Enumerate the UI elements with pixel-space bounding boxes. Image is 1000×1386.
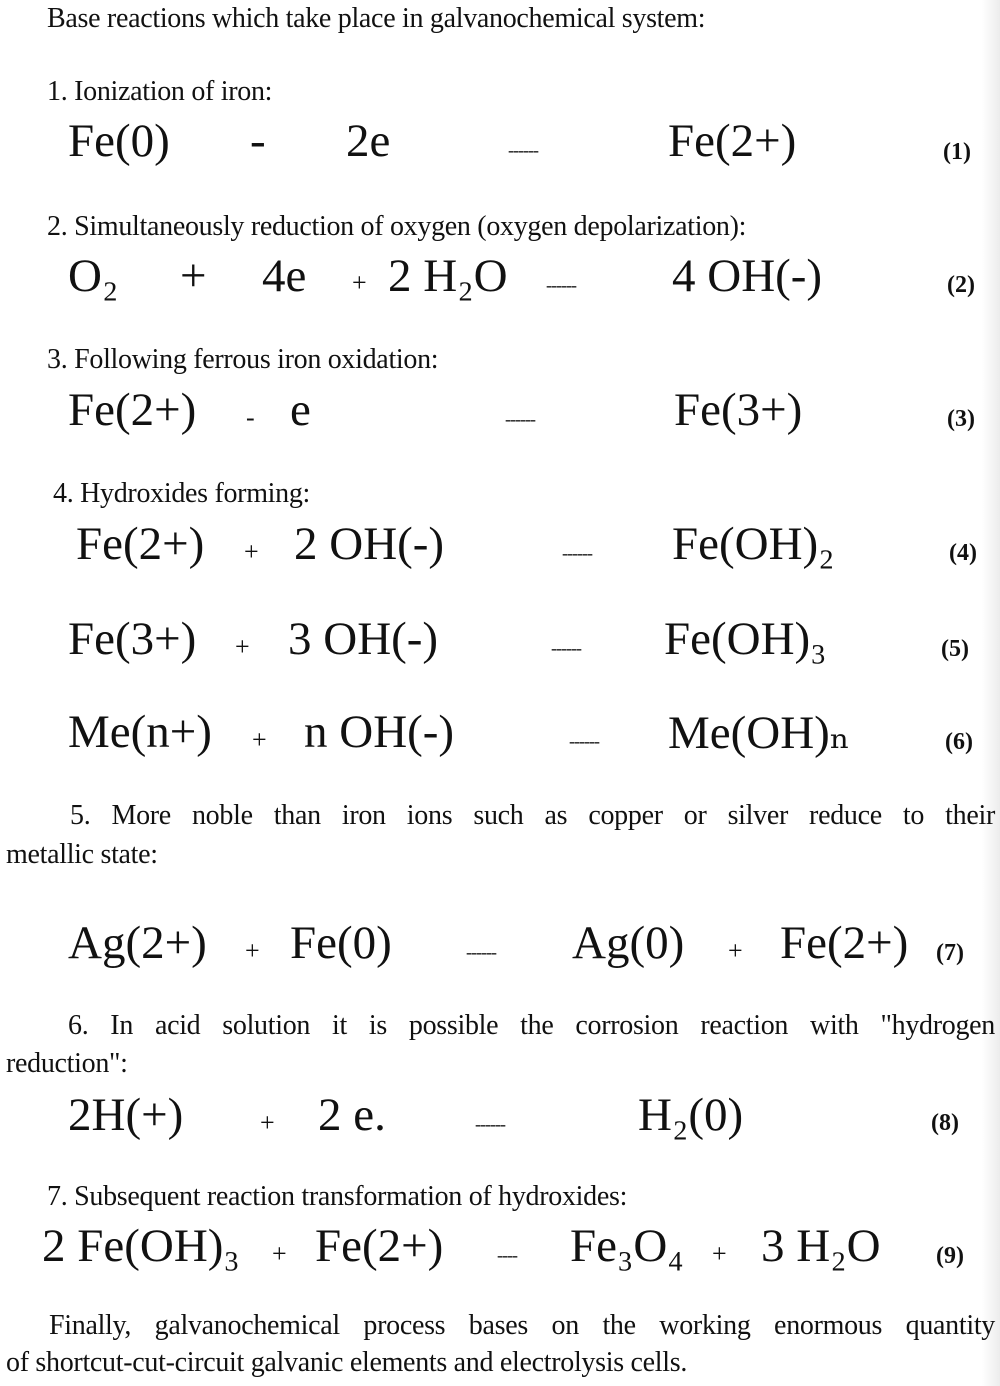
eq5-arrow: ------ — [551, 638, 581, 658]
eq2-lhs3: 2 H₂O — [388, 250, 508, 302]
section-5-line1: 5. More noble than iron ions such as copper or silver reduce to their — [70, 800, 995, 831]
section-6-line1: 6. In acid solution it is possible the corrosion reaction with "hydrogen — [68, 1010, 995, 1041]
closing-line2: of shortcut-cut-circuit galvanic elements and electrolysis cells. — [6, 1347, 688, 1378]
section-2-title: 2. Simultaneously reduction of oxygen (oxygen depolarization): — [47, 211, 747, 242]
eq7-arrow: ------ — [466, 942, 496, 962]
eq1-op1: - — [250, 115, 266, 167]
eq2-lhs1: O₂ — [68, 250, 119, 302]
section-6-line2: reduction": — [6, 1048, 128, 1079]
eq7-rhs1: Ag(0) — [572, 917, 685, 969]
eq2-number: (2) — [947, 272, 975, 298]
eq5-lhs2: 3 OH(-) — [288, 613, 439, 665]
eq3-number: (3) — [947, 406, 975, 432]
eq8-rhs: H₂(0) — [638, 1089, 744, 1141]
eq2-arrow: ------ — [546, 275, 576, 295]
eq1-rhs: Fe(2+) — [668, 115, 797, 167]
eq5-lhs1: Fe(3+) — [68, 613, 197, 665]
eq6-arrow: ------ — [569, 731, 599, 751]
eq9-rhs2: 3 H₂O — [761, 1220, 881, 1272]
closing-line1: Finally, galvanochemical process bases on the working enormous quantity — [49, 1310, 995, 1341]
eq7-lhs1: Ag(2+) — [68, 917, 207, 969]
page-heading: Base reactions which take place in galvanochemical system: — [47, 3, 706, 34]
eq4-op1: + — [244, 537, 259, 566]
eq5-number: (5) — [941, 636, 969, 662]
eq1-lhs1: Fe(0) — [68, 115, 170, 167]
eq2-op2: + — [352, 268, 367, 297]
eq6-lhs1: Me(n+) — [68, 706, 212, 758]
eq8-arrow: ------ — [475, 1114, 505, 1134]
eq9-lhs2: Fe(2+) — [315, 1220, 444, 1272]
eq4-lhs2: 2 OH(-) — [294, 518, 445, 570]
eq6-lhs2: n OH(-) — [304, 706, 455, 758]
eq1-lhs2: 2e — [346, 115, 391, 167]
eq9-op2: + — [712, 1239, 727, 1268]
eq6-rhs: Me(OH)ₙ — [668, 707, 851, 759]
eq9-arrow: ---- — [497, 1245, 517, 1265]
eq7-number: (7) — [936, 940, 964, 966]
eq2-op1: + — [180, 250, 207, 302]
eq8-number: (8) — [931, 1110, 959, 1136]
eq4-lhs1: Fe(2+) — [76, 518, 205, 570]
eq5-op1: + — [235, 632, 250, 661]
eq5-rhs: Fe(OH)₃ — [664, 613, 827, 665]
eq4-number: (4) — [949, 540, 977, 566]
eq4-rhs: Fe(OH)₂ — [672, 518, 835, 570]
section-3-title: 3. Following ferrous iron oxidation: — [47, 344, 439, 375]
eq6-op1: + — [252, 725, 267, 754]
eq6-number: (6) — [945, 729, 973, 755]
eq9-op1: + — [272, 1239, 287, 1268]
eq3-lhs2: e — [290, 384, 311, 436]
eq9-lhs1: 2 Fe(OH)₃ — [42, 1220, 240, 1272]
eq7-lhs2: Fe(0) — [290, 917, 392, 969]
eq8-lhs2: 2 e. — [318, 1089, 386, 1141]
section-4-title: 4. Hydroxides forming: — [53, 478, 311, 509]
eq3-rhs: Fe(3+) — [674, 384, 803, 436]
eq3-arrow: ------ — [505, 409, 535, 429]
eq7-rhs2: Fe(2+) — [780, 917, 909, 969]
eq4-arrow: ------ — [562, 543, 592, 563]
eq1-arrow: ------ — [508, 140, 538, 160]
section-5-line2: metallic state: — [6, 839, 158, 870]
eq1-number: (1) — [943, 139, 971, 165]
section-1-title: 1. Ionization of iron: — [47, 76, 273, 107]
eq7-op2: + — [728, 936, 743, 965]
eq9-rhs1: Fe₃O₄ — [570, 1220, 684, 1272]
eq2-rhs: 4 OH(-) — [672, 250, 823, 302]
eq8-lhs1: 2H(+) — [68, 1089, 184, 1141]
eq2-lhs2: 4e — [262, 250, 307, 302]
section-7-title: 7. Subsequent reaction transformation of hydroxides: — [47, 1181, 628, 1212]
eq3-lhs1: Fe(2+) — [68, 384, 197, 436]
page-edge-shadow — [982, 0, 1000, 1386]
eq8-op1: + — [260, 1108, 275, 1137]
eq3-op1: - — [246, 403, 255, 432]
eq7-op1: + — [245, 936, 260, 965]
eq9-number: (9) — [936, 1243, 964, 1269]
